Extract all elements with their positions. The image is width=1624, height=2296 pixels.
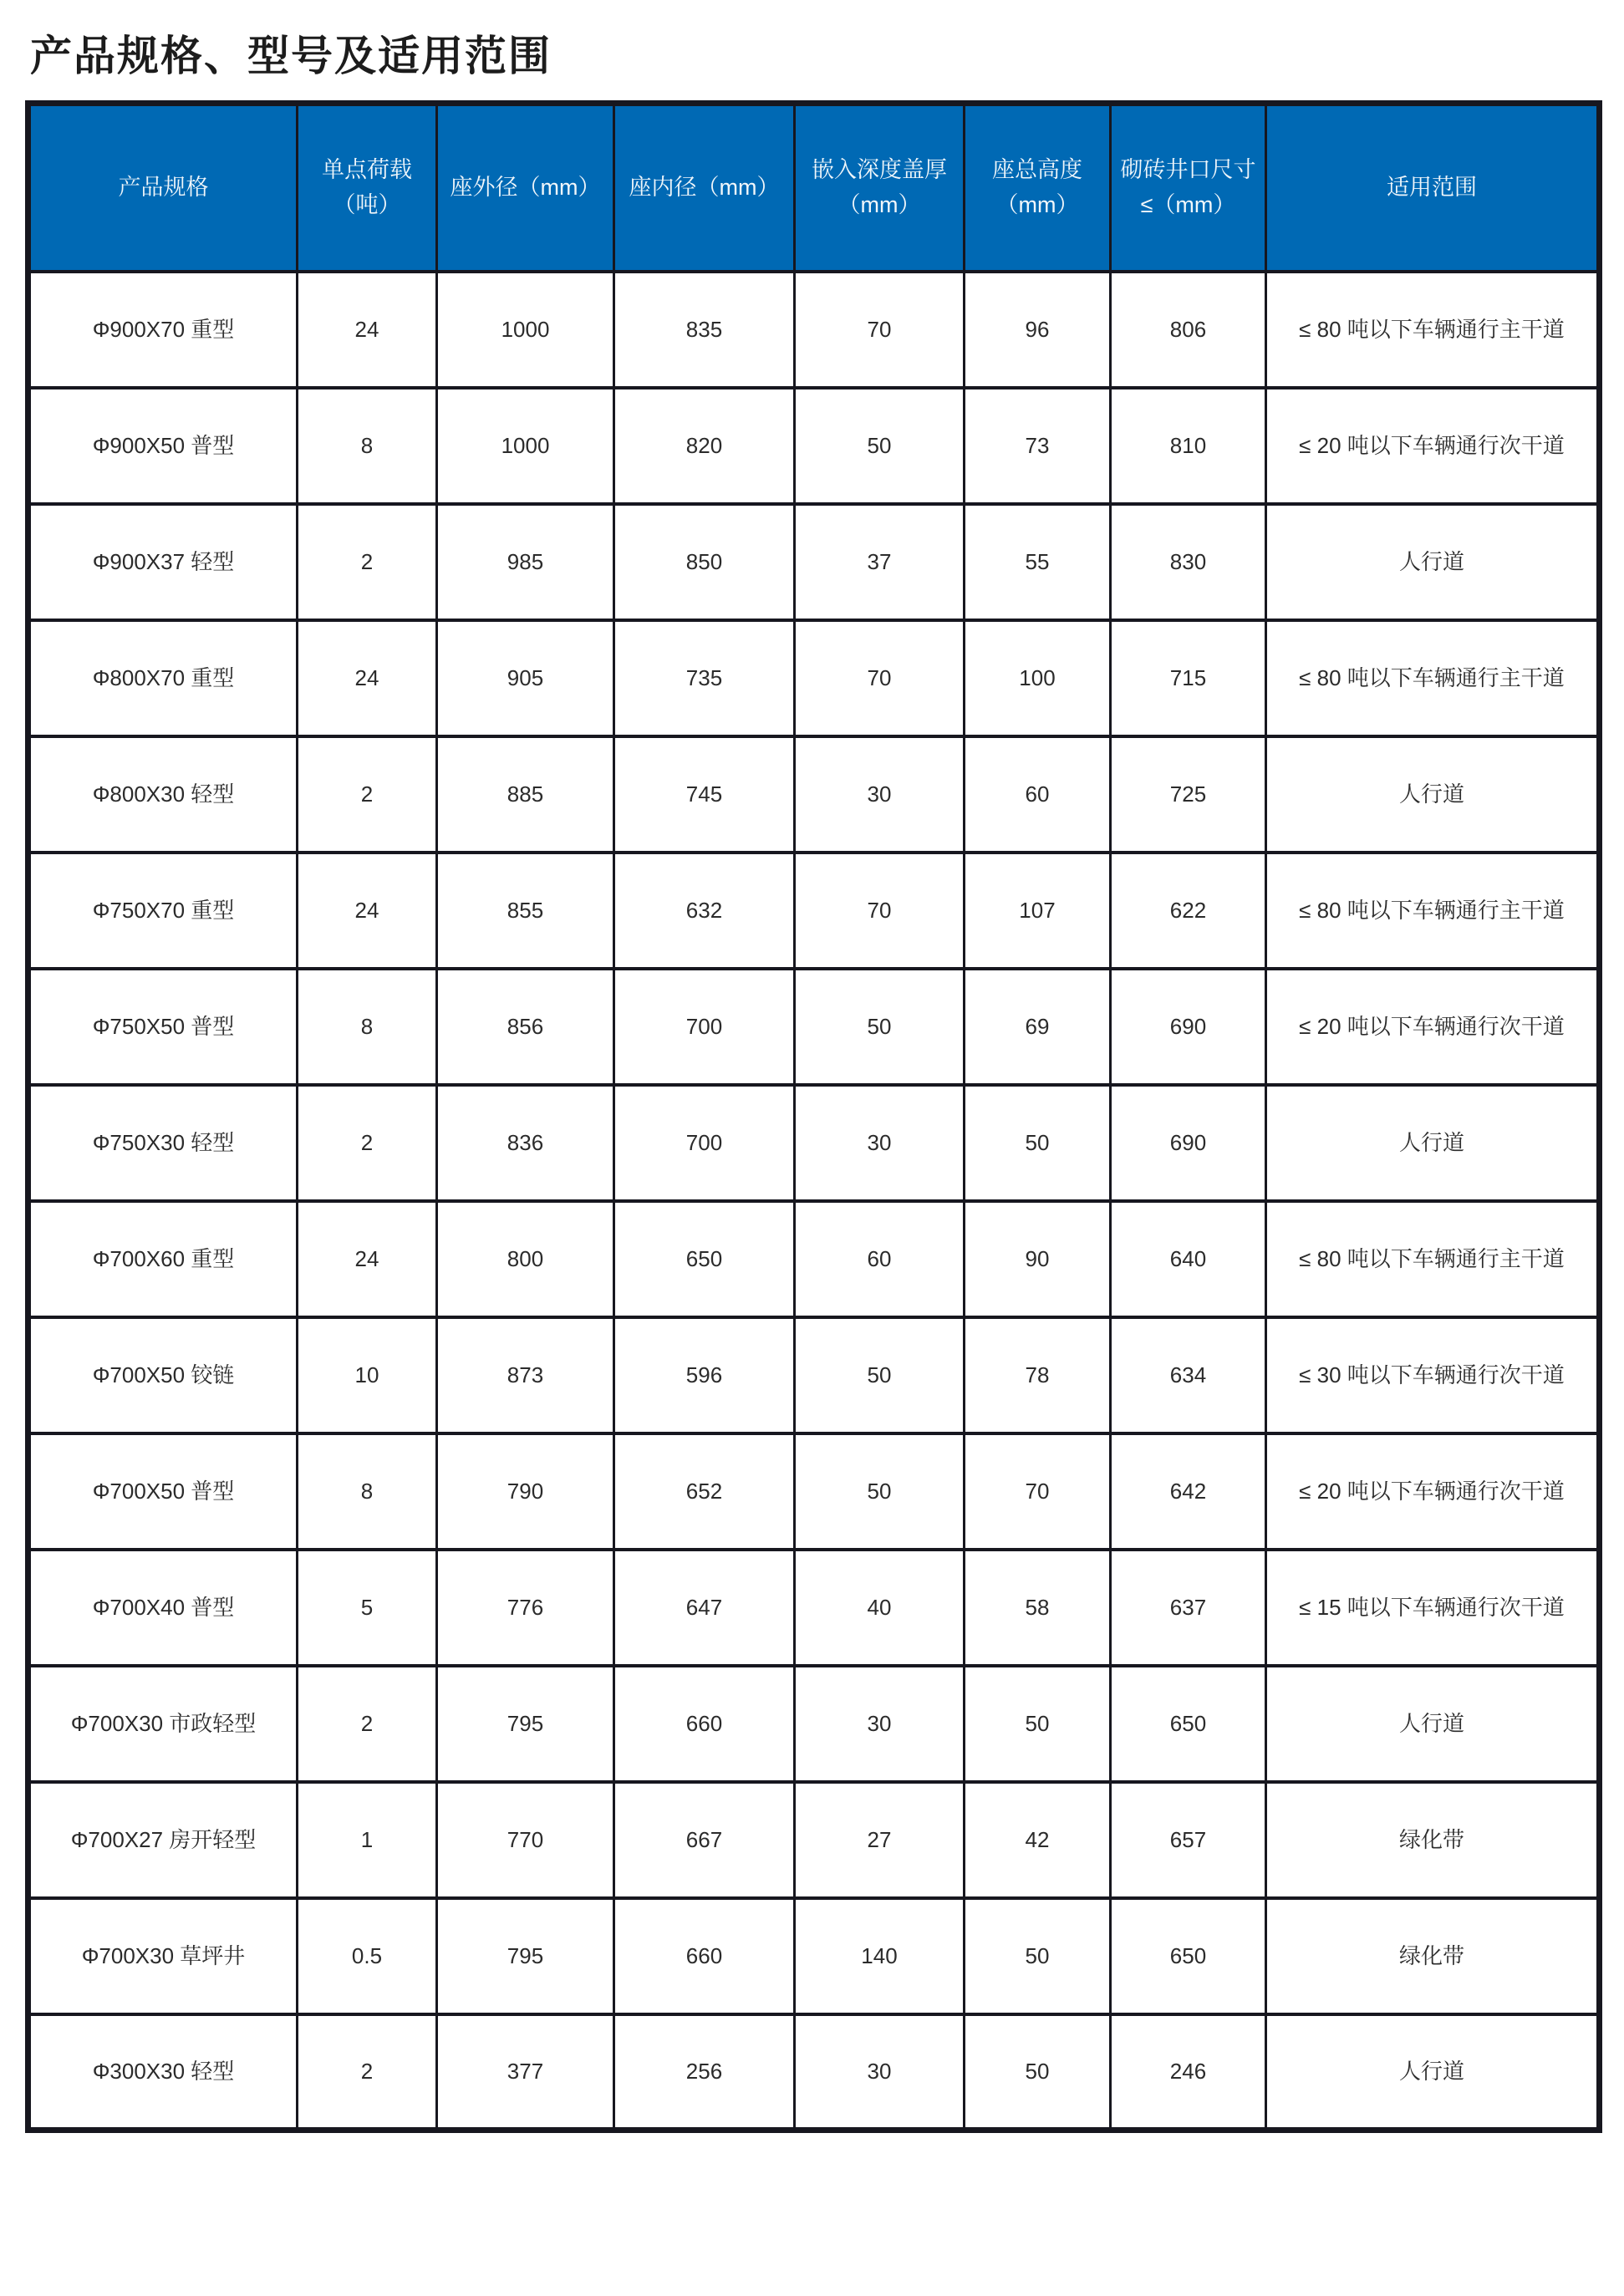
table-row [28, 1666, 1600, 1782]
table-cell-applicable-range: 人行道 [1266, 504, 1600, 620]
table-cell-product-spec: Φ750X50 普型 [28, 969, 298, 1085]
header-cell-brick-well-size: 砌砖井口尺寸 ≤（mm） [1111, 104, 1266, 272]
table-cell-single-point-load: 2 [298, 1085, 437, 1201]
table-cell-applicable-range: ≤ 80 吨以下车辆通行主干道 [1266, 620, 1600, 736]
table-cell-embed-depth-cover: 30 [795, 2014, 965, 2131]
table-row [28, 853, 1600, 969]
table-cell-embed-depth-cover: 37 [795, 504, 965, 620]
table-cell-embed-depth-cover: 50 [795, 969, 965, 1085]
table-cell-applicable-range: ≤ 20 吨以下车辆通行次干道 [1266, 388, 1600, 504]
table-cell-applicable-range: ≤ 30 吨以下车辆通行次干道 [1266, 1317, 1600, 1433]
table-cell-seat-total-height: 69 [965, 969, 1111, 1085]
table-cell-seat-total-height: 100 [965, 620, 1111, 736]
table-cell-applicable-range: ≤ 15 吨以下车辆通行次干道 [1266, 1550, 1600, 1666]
table-row [28, 1433, 1600, 1550]
table-cell-seat-inner-dia: 835 [614, 272, 795, 388]
table-cell-seat-total-height: 50 [965, 1666, 1111, 1782]
table-cell-embed-depth-cover: 27 [795, 1782, 965, 1898]
table-cell-seat-outer-dia: 855 [437, 853, 614, 969]
table-row [28, 736, 1600, 853]
table-cell-product-spec: Φ700X40 普型 [28, 1550, 298, 1666]
table-cell-embed-depth-cover: 60 [795, 1201, 965, 1317]
table-cell-brick-well-size: 650 [1111, 1666, 1266, 1782]
table-cell-seat-outer-dia: 800 [437, 1201, 614, 1317]
table-cell-seat-outer-dia: 790 [437, 1433, 614, 1550]
table-cell-applicable-range: 人行道 [1266, 1666, 1600, 1782]
product-spec-table [25, 100, 1602, 2133]
table-cell-applicable-range: ≤ 20 吨以下车辆通行次干道 [1266, 969, 1600, 1085]
table-cell-embed-depth-cover: 30 [795, 736, 965, 853]
table-cell-applicable-range: 人行道 [1266, 2014, 1600, 2131]
table-cell-product-spec: Φ700X30 草坪井 [28, 1898, 298, 2014]
table-cell-embed-depth-cover: 30 [795, 1085, 965, 1201]
table-cell-single-point-load: 2 [298, 1666, 437, 1782]
table-cell-product-spec: Φ900X50 普型 [28, 388, 298, 504]
table-row [28, 1782, 1600, 1898]
table-cell-seat-total-height: 50 [965, 1085, 1111, 1201]
table-cell-brick-well-size: 640 [1111, 1201, 1266, 1317]
header-cell-embed-depth-cover: 嵌入深度盖厚 （mm） [795, 104, 965, 272]
header-cell-product-spec: 产品规格 [28, 104, 298, 272]
table-cell-seat-outer-dia: 377 [437, 2014, 614, 2131]
table-cell-embed-depth-cover: 40 [795, 1550, 965, 1666]
table-cell-seat-outer-dia: 795 [437, 1666, 614, 1782]
table-cell-brick-well-size: 642 [1111, 1433, 1266, 1550]
table-cell-brick-well-size: 634 [1111, 1317, 1266, 1433]
header-cell-applicable-range: 适用范围 [1266, 104, 1600, 272]
table-cell-seat-outer-dia: 985 [437, 504, 614, 620]
table-cell-brick-well-size: 690 [1111, 1085, 1266, 1201]
table-cell-seat-inner-dia: 660 [614, 1898, 795, 2014]
table-cell-applicable-range: 绿化带 [1266, 1898, 1600, 2014]
table-cell-embed-depth-cover: 50 [795, 388, 965, 504]
header-cell-single-point-load: 单点荷载 （吨） [298, 104, 437, 272]
table-cell-embed-depth-cover: 70 [795, 853, 965, 969]
table-cell-product-spec: Φ750X70 重型 [28, 853, 298, 969]
table-cell-single-point-load: 2 [298, 2014, 437, 2131]
table-row [28, 969, 1600, 1085]
table-cell-seat-outer-dia: 776 [437, 1550, 614, 1666]
table-cell-brick-well-size: 725 [1111, 736, 1266, 853]
table-row [28, 504, 1600, 620]
table-cell-single-point-load: 2 [298, 736, 437, 853]
header-cell-seat-total-height: 座总高度 （mm） [965, 104, 1111, 272]
table-cell-single-point-load: 24 [298, 620, 437, 736]
table-cell-seat-total-height: 78 [965, 1317, 1111, 1433]
table-cell-single-point-load: 5 [298, 1550, 437, 1666]
table-cell-seat-inner-dia: 850 [614, 504, 795, 620]
table-cell-brick-well-size: 830 [1111, 504, 1266, 620]
table-row [28, 1898, 1600, 2014]
table-cell-applicable-range: ≤ 80 吨以下车辆通行主干道 [1266, 272, 1600, 388]
table-cell-seat-total-height: 60 [965, 736, 1111, 853]
table-cell-product-spec: Φ300X30 轻型 [28, 2014, 298, 2131]
table-cell-seat-inner-dia: 660 [614, 1666, 795, 1782]
table-cell-seat-outer-dia: 885 [437, 736, 614, 853]
table-cell-single-point-load: 24 [298, 1201, 437, 1317]
table-cell-seat-total-height: 96 [965, 272, 1111, 388]
table-cell-applicable-range: 人行道 [1266, 1085, 1600, 1201]
header-cell-seat-outer-dia: 座外径（mm） [437, 104, 614, 272]
table-row [28, 1085, 1600, 1201]
table-cell-single-point-load: 24 [298, 272, 437, 388]
table-row [28, 2014, 1600, 2131]
table-cell-applicable-range: ≤ 20 吨以下车辆通行次干道 [1266, 1433, 1600, 1550]
table-cell-brick-well-size: 622 [1111, 853, 1266, 969]
table-header [28, 104, 1600, 272]
table-cell-single-point-load: 8 [298, 1433, 437, 1550]
table-cell-seat-total-height: 50 [965, 2014, 1111, 2131]
table-cell-applicable-range: ≤ 80 吨以下车辆通行主干道 [1266, 1201, 1600, 1317]
table-row [28, 272, 1600, 388]
header-cell-seat-inner-dia: 座内径（mm） [614, 104, 795, 272]
table-cell-seat-outer-dia: 873 [437, 1317, 614, 1433]
table-cell-applicable-range: ≤ 80 吨以下车辆通行主干道 [1266, 853, 1600, 969]
table-cell-single-point-load: 10 [298, 1317, 437, 1433]
table-cell-seat-total-height: 55 [965, 504, 1111, 620]
table-cell-brick-well-size: 690 [1111, 969, 1266, 1085]
table-cell-product-spec: Φ750X30 轻型 [28, 1085, 298, 1201]
table-cell-seat-total-height: 107 [965, 853, 1111, 969]
table-cell-seat-outer-dia: 1000 [437, 272, 614, 388]
table-cell-seat-total-height: 42 [965, 1782, 1111, 1898]
table-cell-seat-inner-dia: 745 [614, 736, 795, 853]
table-cell-seat-inner-dia: 820 [614, 388, 795, 504]
table-cell-brick-well-size: 810 [1111, 388, 1266, 504]
table-cell-product-spec: Φ900X70 重型 [28, 272, 298, 388]
table-row [28, 1201, 1600, 1317]
table-cell-product-spec: Φ700X50 普型 [28, 1433, 298, 1550]
table-cell-single-point-load: 8 [298, 969, 437, 1085]
table-cell-brick-well-size: 246 [1111, 2014, 1266, 2131]
table-cell-embed-depth-cover: 30 [795, 1666, 965, 1782]
table-cell-single-point-load: 2 [298, 504, 437, 620]
table-cell-seat-total-height: 50 [965, 1898, 1111, 2014]
table-cell-single-point-load: 24 [298, 853, 437, 969]
table-row [28, 388, 1600, 504]
table-cell-brick-well-size: 650 [1111, 1898, 1266, 2014]
table-cell-seat-outer-dia: 1000 [437, 388, 614, 504]
table-cell-embed-depth-cover: 70 [795, 620, 965, 736]
header-row [28, 104, 1600, 272]
table-body [28, 272, 1600, 2131]
table-cell-seat-inner-dia: 700 [614, 969, 795, 1085]
table-cell-product-spec: Φ800X70 重型 [28, 620, 298, 736]
table-cell-embed-depth-cover: 140 [795, 1898, 965, 2014]
table-cell-seat-total-height: 73 [965, 388, 1111, 504]
table-cell-seat-inner-dia: 652 [614, 1433, 795, 1550]
table-cell-seat-outer-dia: 856 [437, 969, 614, 1085]
table-cell-seat-outer-dia: 905 [437, 620, 614, 736]
table-cell-brick-well-size: 657 [1111, 1782, 1266, 1898]
table-cell-product-spec: Φ700X30 市政轻型 [28, 1666, 298, 1782]
table-cell-single-point-load: 1 [298, 1782, 437, 1898]
table-row [28, 620, 1600, 736]
table-cell-seat-outer-dia: 795 [437, 1898, 614, 2014]
table-row [28, 1317, 1600, 1433]
table-cell-product-spec: Φ900X37 轻型 [28, 504, 298, 620]
table-cell-product-spec: Φ700X27 房开轻型 [28, 1782, 298, 1898]
table-cell-seat-total-height: 58 [965, 1550, 1111, 1666]
table-cell-applicable-range: 人行道 [1266, 736, 1600, 853]
table-cell-embed-depth-cover: 50 [795, 1317, 965, 1433]
table-cell-embed-depth-cover: 50 [795, 1433, 965, 1550]
table-row [28, 1550, 1600, 1666]
table-cell-seat-inner-dia: 735 [614, 620, 795, 736]
table-cell-embed-depth-cover: 70 [795, 272, 965, 388]
table-cell-single-point-load: 0.5 [298, 1898, 437, 2014]
table-cell-product-spec: Φ700X50 铰链 [28, 1317, 298, 1433]
table-cell-seat-inner-dia: 700 [614, 1085, 795, 1201]
table-cell-single-point-load: 8 [298, 388, 437, 504]
table-cell-brick-well-size: 806 [1111, 272, 1266, 388]
table-cell-seat-total-height: 90 [965, 1201, 1111, 1317]
table-cell-seat-outer-dia: 836 [437, 1085, 614, 1201]
table-cell-seat-inner-dia: 596 [614, 1317, 795, 1433]
table-cell-product-spec: Φ700X60 重型 [28, 1201, 298, 1317]
table-cell-seat-inner-dia: 667 [614, 1782, 795, 1898]
table-cell-seat-inner-dia: 647 [614, 1550, 795, 1666]
table-cell-seat-inner-dia: 650 [614, 1201, 795, 1317]
table-cell-brick-well-size: 715 [1111, 620, 1266, 736]
table-cell-brick-well-size: 637 [1111, 1550, 1266, 1666]
table-cell-seat-inner-dia: 256 [614, 2014, 795, 2131]
table-cell-product-spec: Φ800X30 轻型 [28, 736, 298, 853]
table-cell-seat-inner-dia: 632 [614, 853, 795, 969]
page-title: 产品规格、型号及适用范围 [30, 33, 552, 79]
table-cell-seat-outer-dia: 770 [437, 1782, 614, 1898]
table-cell-applicable-range: 绿化带 [1266, 1782, 1600, 1898]
table-cell-seat-total-height: 70 [965, 1433, 1111, 1550]
